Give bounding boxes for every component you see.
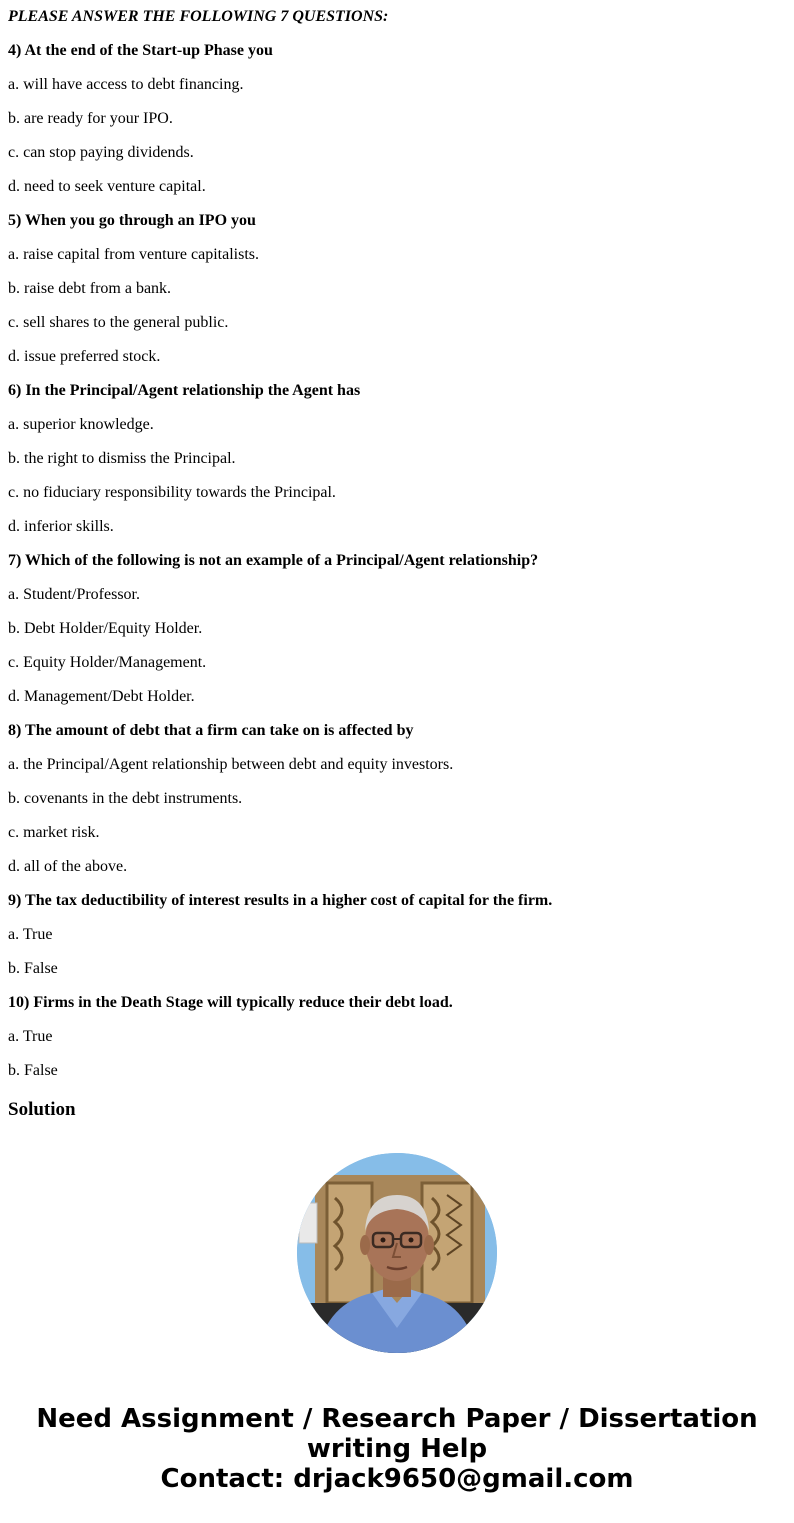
author-photo bbox=[297, 1153, 497, 1353]
answer-option: d. need to seek venture capital. bbox=[8, 178, 206, 195]
answer-option: c. Equity Holder/Management. bbox=[8, 654, 207, 671]
question-prompt: 4) At the end of the Start-up Phase you bbox=[8, 42, 273, 59]
question-sheet bbox=[8, 7, 786, 1095]
question-prompt: 10) Firms in the Death Stage will typically reduce their debt load. bbox=[8, 994, 453, 1011]
solution-heading: Solution bbox=[8, 1099, 76, 1120]
promo-banner bbox=[0, 1404, 794, 1494]
answer-option: a. superior knowledge. bbox=[8, 416, 154, 433]
answer-option: b. covenants in the debt instruments. bbox=[8, 790, 243, 807]
answer-option: a. raise capital from venture capitalists. bbox=[8, 246, 260, 263]
answer-option: a. True bbox=[8, 926, 53, 943]
answer-option: c. market risk. bbox=[8, 824, 100, 841]
answer-option: b. False bbox=[8, 960, 58, 977]
answer-option: b. False bbox=[8, 1062, 58, 1079]
answer-option: b. the right to dismiss the Principal. bbox=[8, 450, 236, 467]
answer-option: a. the Principal/Agent relationship between debt and equity investors. bbox=[8, 756, 454, 773]
question-prompt: 8) The amount of debt that a firm can take on is affected by bbox=[8, 722, 414, 739]
answer-option: b. Debt Holder/Equity Holder. bbox=[8, 620, 203, 637]
answer-option: d. inferior skills. bbox=[8, 518, 114, 535]
answer-option: d. all of the above. bbox=[8, 858, 128, 875]
question-prompt: 7) Which of the following is not an example of a Principal/Agent relationship? bbox=[8, 552, 539, 569]
author-avatar bbox=[297, 1153, 497, 1353]
answer-option: a. will have access to debt financing. bbox=[8, 76, 244, 93]
answer-option: c. sell shares to the general public. bbox=[8, 314, 229, 331]
question-prompt: 6) In the Principal/Agent relationship the Agent has bbox=[8, 382, 361, 399]
question-prompt: 5) When you go through an IPO you bbox=[8, 212, 256, 229]
answer-option: a. True bbox=[8, 1028, 53, 1045]
answer-option: c. no fiduciary responsibility towards the Principal. bbox=[8, 484, 336, 501]
answer-option: b. raise debt from a bank. bbox=[8, 280, 172, 297]
promo-line: Need Assignment / Research Paper / Dissertation bbox=[36, 1404, 758, 1434]
answer-option: c. can stop paying dividends. bbox=[8, 144, 194, 161]
question-prompt: 9) The tax deductibility of interest results in a higher cost of capital for the firm. bbox=[8, 892, 553, 909]
answer-option: d. issue preferred stock. bbox=[8, 348, 161, 365]
answer-option: b. are ready for your IPO. bbox=[8, 110, 173, 127]
answer-option: a. Student/Professor. bbox=[8, 586, 140, 603]
promo-line: writing Help bbox=[306, 1434, 488, 1464]
answer-option: d. Management/Debt Holder. bbox=[8, 688, 195, 705]
instructions: PLEASE ANSWER THE FOLLOWING 7 QUESTIONS: bbox=[8, 8, 389, 25]
promo-contact: Contact: drjack9650@gmail.com bbox=[160, 1464, 634, 1494]
